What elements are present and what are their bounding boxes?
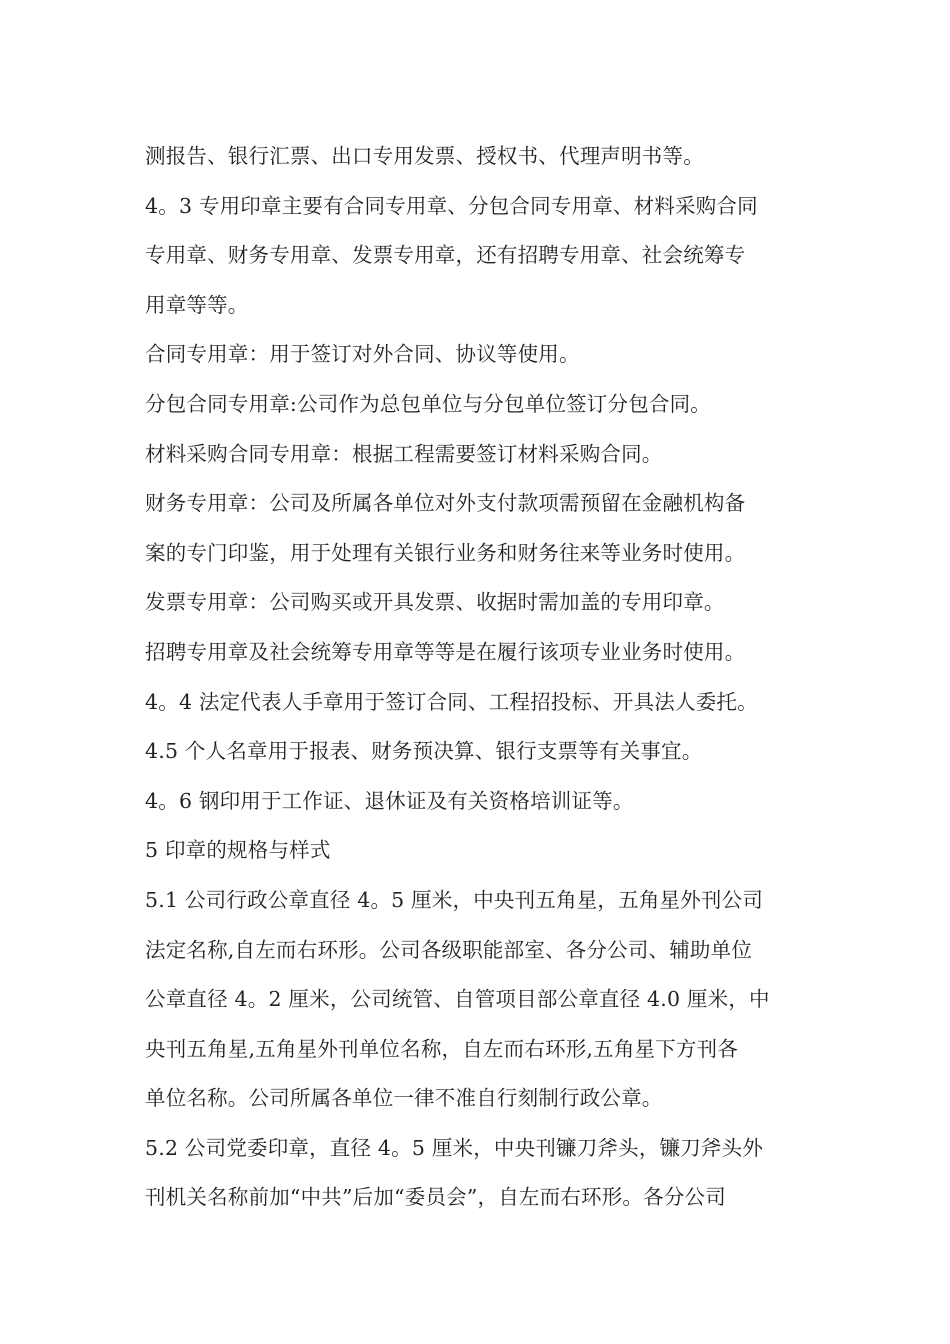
text-line: 合同专用章：用于签订对外合同、协议等使用。 [145,342,580,367]
text-line: 用章等等。 [145,292,249,317]
text-line: 5.1 公司行政公章直径 4。5 厘米，中央刊五角星，五角星外刊公司 [145,887,764,912]
text-line: 4。6 钢印用于工作证、退休证及有关资格培训证等。 [145,788,634,813]
text-line: 材料采购合同专用章：根据工程需要签订材料采购合同。 [145,441,663,466]
text-line: 4。3 专用印章主要有合同专用章、分包合同专用章、材料采购合同 [145,193,758,218]
text-line: 单位名称。公司所属各单位一律不准自行刻制行政公章。 [145,1086,663,1111]
section-heading: 5 印章的规格与样式 [145,838,331,863]
text-line: 案的专门印鉴，用于处理有关银行业务和财务往来等业务时使用。 [145,540,746,565]
text-line: 测报告、银行汇票、出口专用发票、授权书、代理声明书等。 [145,144,704,168]
text-line: 发票专用章：公司购买或开具发票、收据时需加盖的专用印章。 [145,590,725,615]
text-line: 分包合同专用章:公司作为总包单位与分包单位签订分包合同。 [145,391,712,416]
text-line: 刊机关名称前加“中共”后加“委员会”，自左而右环形。各分公司 [145,1185,726,1210]
text-line: 公章直径 4。2 厘米，公司统管、自管项目部公章直径 4.0 厘米，中 [145,987,770,1012]
text-line: 央刊五角星,五角星外刊单位名称，自左而右环形,五角星下方刊各 [145,1036,739,1061]
text-line: 法定名称,自左而右环形。公司各级职能部室、各分公司、辅助单位 [145,937,753,962]
text-line: 专用章、财务专用章、发票专用章，还有招聘专用章、社会统筹专 [145,243,746,268]
text-line: 4。4 法定代表人手章用于签订合同、工程招投标、开具法人委托。 [145,689,758,714]
text-line: 4.5 个人名章用于报表、财务预决算、银行支票等有关事宜。 [145,739,703,764]
text-line: 招聘专用章及社会统筹专用章等等是在履行该项专业业务时使用。 [145,639,746,664]
document-body [145,132,825,1223]
text-line: 5.2 公司党委印章，直径 4。5 厘米，中央刊镰刀斧头，镰刀斧头外 [145,1135,764,1160]
text-line: 财务专用章：公司及所属各单位对外支付款项需预留在金融机构备 [145,491,746,516]
